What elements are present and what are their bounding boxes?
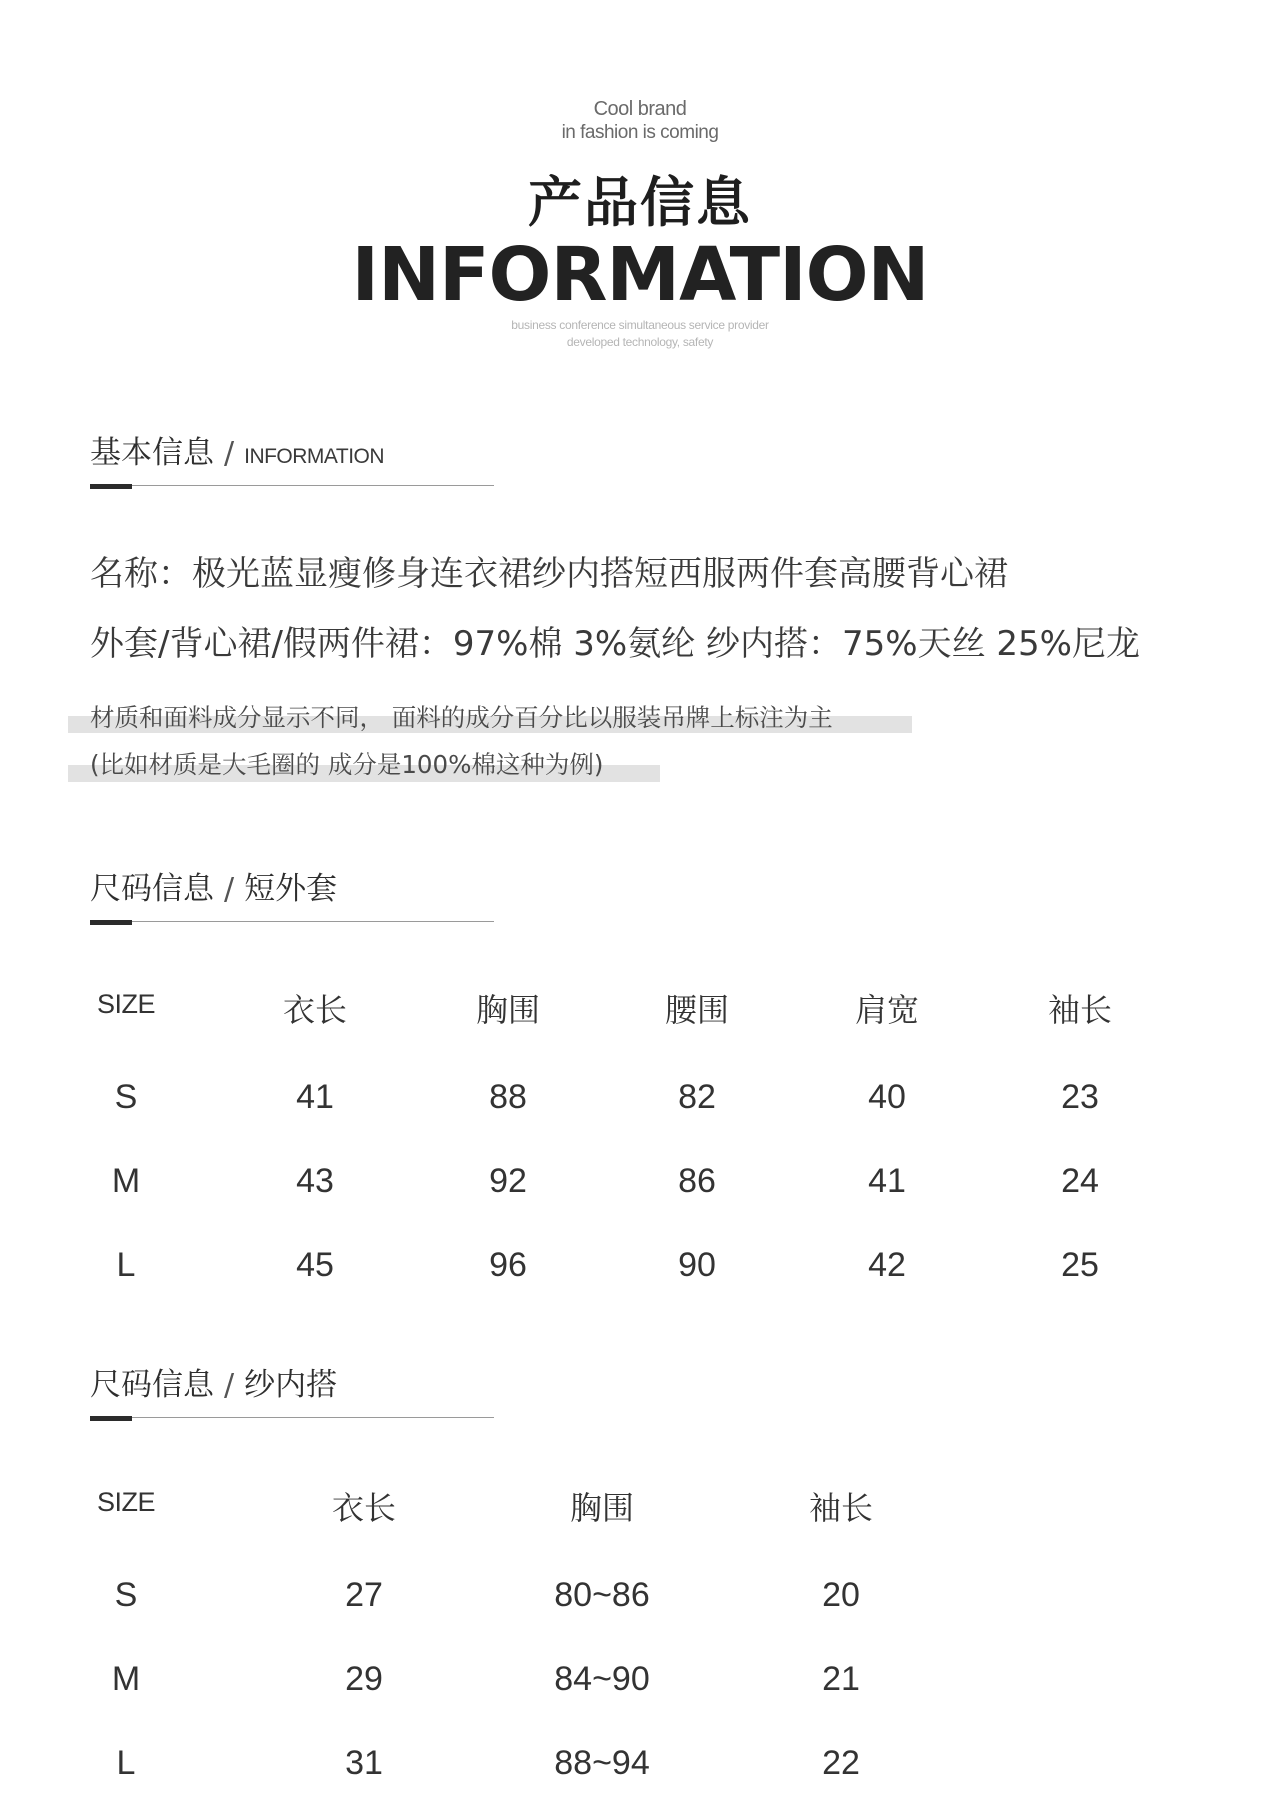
measurement-cell: 86: [678, 1162, 716, 1200]
measurement-cell: 27: [345, 1576, 383, 1614]
section-divider-accent: [90, 484, 132, 489]
section-title-sub: 短外套: [244, 871, 338, 907]
section-divider: [90, 485, 494, 486]
measurement-cell: 41: [296, 1078, 334, 1116]
material-composition-line: 外套/背心裙/假两件裙：97%棉 3%氨纶 纱内搭：75%天丝 25%尼龙: [90, 624, 1140, 664]
column-header: 衣长: [331, 1489, 396, 1527]
section-title-cn: 基本信息: [90, 435, 214, 471]
section-title-en: INFORMATION: [244, 445, 385, 468]
size-label-cell: L: [116, 1744, 136, 1782]
section-title: [90, 1359, 337, 1404]
measurement-cell: 21: [822, 1660, 860, 1698]
subtitle-line-1: business conference simultaneous service provider: [511, 318, 769, 332]
column-header: 胸围: [569, 1489, 634, 1527]
section-heading-size-inner: [90, 1368, 494, 1418]
measurement-cell: 42: [868, 1246, 906, 1284]
measurement-cell: 23: [1061, 1078, 1099, 1116]
subtitle-line-2: developed technology, safety: [566, 335, 714, 349]
measurement-cell: 45: [296, 1246, 334, 1284]
section-title: [90, 863, 337, 908]
measurement-cell: 84~90: [554, 1660, 650, 1698]
section-title-separator: /: [224, 436, 235, 471]
composition-note-line-2: (比如材质是大毛圈的 成分是100%棉这种为例): [90, 750, 604, 779]
measurement-cell: 24: [1061, 1162, 1099, 1200]
column-header: 衣长: [282, 991, 347, 1029]
column-header: SIZE: [96, 1487, 155, 1517]
size-label-cell: L: [116, 1246, 136, 1284]
section-heading-basic-info: [90, 436, 494, 486]
size-label-cell: S: [114, 1576, 138, 1614]
measurement-cell: 22: [822, 1744, 860, 1782]
column-header: 肩宽: [854, 991, 919, 1029]
section-title: [90, 427, 384, 472]
section-divider-accent: [90, 1416, 132, 1421]
measurement-cell: 82: [678, 1078, 716, 1116]
measurement-cell: 43: [296, 1162, 334, 1200]
measurement-cell: 88~94: [554, 1744, 650, 1782]
tagline-line-2: in fashion is coming: [561, 122, 719, 143]
section-divider: [90, 1417, 494, 1418]
section-divider: [90, 921, 494, 922]
measurement-cell: 88: [489, 1078, 527, 1116]
measurement-cell: 41: [868, 1162, 906, 1200]
measurement-cell: 20: [822, 1576, 860, 1614]
measurement-cell: 96: [489, 1246, 527, 1284]
composition-note-line-1: 材质和面料成分显示不同， 面料的成分百分比以服装吊牌上标注为主: [90, 703, 833, 732]
tagline-line-1: Cool brand: [593, 98, 687, 120]
size-label-cell: M: [111, 1162, 141, 1200]
section-title-separator: /: [224, 1368, 235, 1403]
section-title-cn: 尺码信息: [90, 871, 214, 907]
measurement-cell: 29: [345, 1660, 383, 1698]
section-heading-size-jacket: [90, 872, 494, 922]
column-header: 胸围: [475, 991, 540, 1029]
size-label-cell: M: [111, 1660, 141, 1698]
size-label-cell: S: [114, 1078, 138, 1116]
page-title-chinese: 产品信息: [528, 171, 752, 234]
measurement-cell: 80~86: [554, 1576, 650, 1614]
column-header: 袖长: [1047, 991, 1112, 1029]
section-divider-accent: [90, 920, 132, 925]
column-header: 袖长: [808, 1489, 873, 1527]
column-header: SIZE: [96, 989, 155, 1019]
measurement-cell: 31: [345, 1744, 383, 1782]
measurement-cell: 92: [489, 1162, 527, 1200]
measurement-cell: 40: [868, 1078, 906, 1116]
measurement-cell: 25: [1061, 1246, 1099, 1284]
section-title-separator: /: [224, 872, 235, 907]
page-title-english: INFORMATION: [351, 232, 929, 318]
product-name-line: 名称：极光蓝显瘦修身连衣裙纱内搭短西服两件套高腰背心裙: [90, 554, 1008, 594]
measurement-cell: 90: [678, 1246, 716, 1284]
section-title-sub: 纱内搭: [244, 1367, 338, 1403]
column-header: 腰围: [664, 991, 729, 1029]
section-title-cn: 尺码信息: [90, 1367, 214, 1403]
